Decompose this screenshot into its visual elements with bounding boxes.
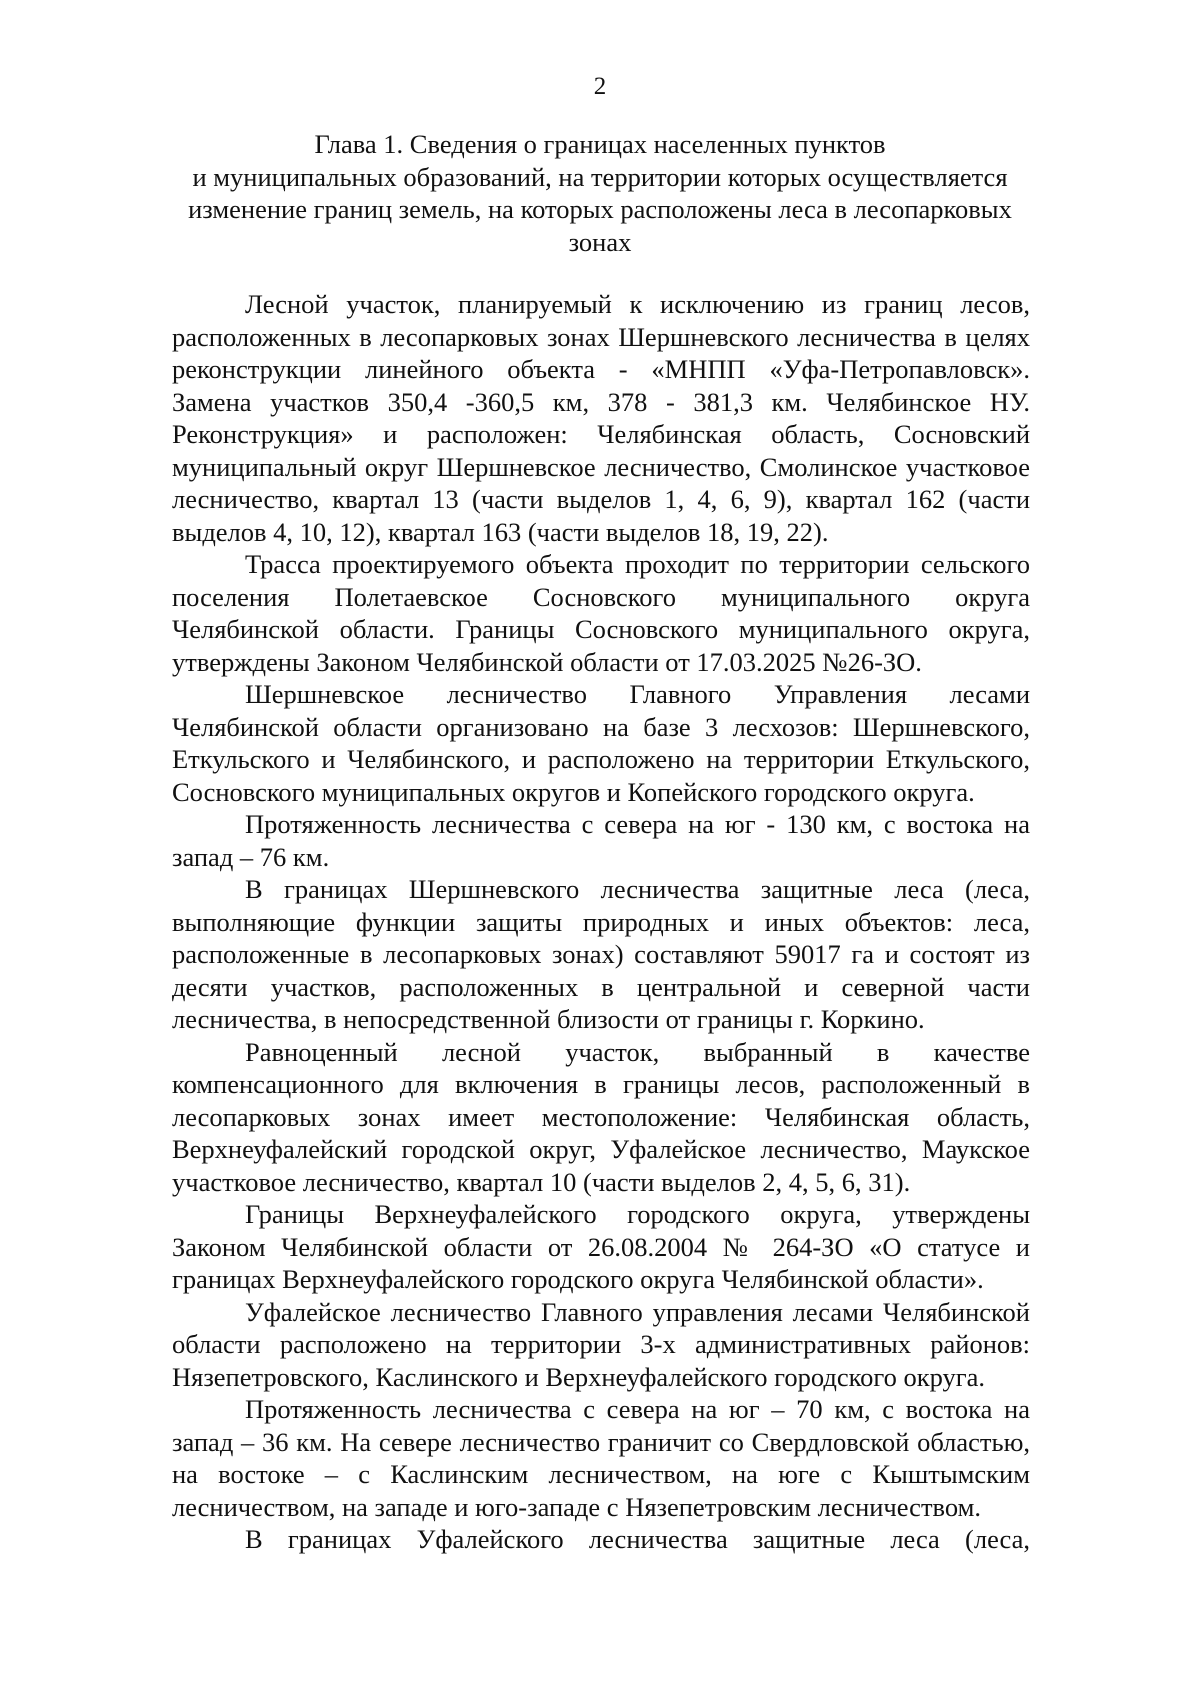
chapter-title-line: зонах: [568, 226, 632, 257]
body-text: [172, 288, 1030, 1556]
chapter-title-line: изменение границ земель, на которых расположены леса в лесопарковых: [188, 194, 1012, 224]
chapter-title: [150, 128, 1050, 258]
paragraph: Протяженность лесничества с севера на юг - 130 км, с востока на запад – 76 км.: [172, 809, 1030, 872]
paragraph: В границах Шершневского лесничества защитные леса (леса, выполняющие функции защиты природных и иных объектов: леса, расположенные в лесопарковых зонах) составляют 59017 га и состоят из десяти участков, расположенных в центральной и северной части лесничества, в непосредственной близости от границы г. Коркино.: [172, 874, 1030, 1034]
chapter-title-line: Глава 1. Сведения о границах населенных пунктов: [314, 129, 886, 159]
paragraph: Трасса проектируемого объекта проходит по территории сельского поселения Полетаевское Сосновского муниципального округа Челябинской области. Границы Сосновского муниципального округа, утверждены Законом Челябинской области от 17.03.2025 №26-ЗО.: [172, 549, 1030, 677]
paragraph: Протяженность лесничества с севера на юг – 70 км, с востока на запад – 36 км. На севере лесничество граничит со Свердловской областью, на востоке – с Каслинским лесничеством, на юге с Кыштымским лесничеством, на западе и юго-западе с Нязепетровским лесничеством.: [172, 1394, 1030, 1522]
paragraph: Равноценный лесной участок, выбранный в качестве компенсационного для включения в границы лесов, расположенный в лесопарковых зонах имеет местоположение: Челябинская область, Верхнеуфалейский городской округ, Уфалейское лесничество, Маукское участковое лесничество, квартал 10 (части выделов 2, 4, 5, 6, 31).: [172, 1036, 1030, 1197]
paragraph: В границах Уфалейского лесничества защитные леса (леса,: [245, 1524, 1030, 1554]
paragraph: Границы Верхнеуфалейского городского округа, утверждены Законом Челябинской области от 26.08.2004 № 264-ЗО «О статусе и границах Верхнеуфалейского городского округа Челябинской области».: [172, 1199, 1030, 1294]
paragraph: Уфалейское лесничество Главного управления лесами Челябинской области расположено на территории 3-х административных районов: Нязепетровского, Каслинского и Верхнеуфалейского городского округа.: [172, 1296, 1030, 1392]
chapter-title-line: и муниципальных образований, на территории которых осуществляется: [192, 161, 1008, 192]
paragraph: Шершневское лесничество Главного Управления лесами Челябинской области организовано на базе 3 лесхозов: Шершневского, Еткульского и Челябинского, и расположено на территории Еткульского, Сосновского муниципальных округов и Копейского городского округа.: [172, 679, 1030, 807]
paragraph: Лесной участок, планируемый к исключению из границ лесов, расположенных в лесопарковых зонах Шершневского лесничества в целях реконструкции линейного объекта - «МНПП «Уфа-Петропавловск». Замена участков 350,4 -360,5 км, 378 - 381,3 км. Челябинское НУ. Реконструкция» и расположен: Челябинская область, Сосновский муниципальный округ Шершневское лесничество, Смолинское участковое лесничество, квартал 13 (части выделов 1, 4, 6, 9), квартал 162 (части выделов 4, 10, 12), квартал 163 (части выделов 18, 19, 22).: [172, 289, 1030, 547]
page-number: 2: [593, 73, 607, 100]
